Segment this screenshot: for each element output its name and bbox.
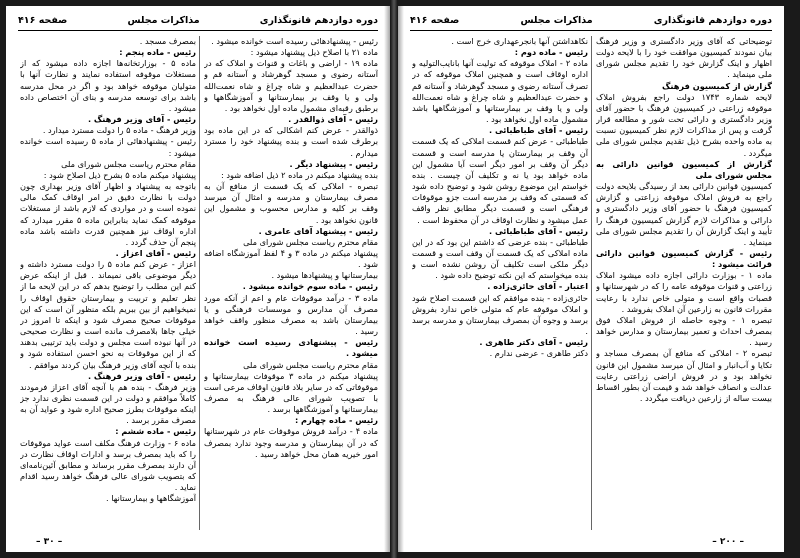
paragraph: گزارش از کمیسیون قوانین دارائی به مجلس شورای ملی bbox=[596, 158, 772, 180]
paragraph: رئیس - آقای طباطبائی . bbox=[489, 225, 588, 236]
paragraph: ماده ۱۹ - اراضی و باغات و قنوات و املاک که در آستانه رضوی و مسجد گوهرشاد و آستانه قم و حضرت عبدالعظیم و شاه چراغ و شاه نعمت‌الله ولی و یا وقف بر بیمارستانها و آموزشگاهها و برطبق رقبه‌ای مشمول ماده اول نخواهد بود . bbox=[204, 58, 378, 113]
paragraph: حائری‌زاده - بنده موافقم که این قسمت اصلاح شود و املاک موقوفه عام که متولی خاص ندارد بفروش برسد و وجوه آن بمصرف بیمارستان و مدرسه برسد . bbox=[412, 292, 588, 337]
paragraph: رئیس - پیشنهادی رسیده است خوانده میشود . bbox=[204, 337, 378, 359]
header-title: مذاکرات مجلس bbox=[520, 14, 593, 26]
paragraph: ماده ۳ - درآمد موقوفات عام و اعم از آنکه مورد مصرف آن مدارس و موسسات فرهنگی و یا بیمارستان باشد به مصرف منظور واقف خواهد رسید . bbox=[204, 292, 378, 337]
paragraph: تبصره ۲ - املاکی که منافع آن بمصرف مساجد و تکایا و آب‌انبار و امثال آن میرسد مشمول این قانون نخواهد بود و در فروش اراضی زراعتی رعایت عدالت و انصاف خواهد شد و قیمت آن بطور اقساط بیست ساله از زارعین دریافت میگردد . bbox=[596, 348, 772, 403]
paragraph: رئیس - ماده ششم : bbox=[115, 426, 196, 437]
text-column-right bbox=[204, 36, 378, 530]
paragraph: باتوجه به پیشنهاد و اظهار آقای وزیر بهداری چون دولت با نظارت دقیق در امر اوقاف کمک مالی نموده است و در مواردی که لازم باشد از مستغلات موقوفه کمک نماید بنابراین ماده ۵ مقرر میدارد که اداره اوقاف نیز همچنین قدرت داشته باشد ماده پنجم آن حذف گردد . bbox=[20, 181, 196, 247]
paragraph: ماده ۱ - بوزارت دارائی اجازه داده میشود املاک زراعتی و قنوات موقوفه عامه را که در شهرستانها و قصبات واقع است و متولی خاص ندارد با رعایت مقررات قانون به زارعین آن املاک بفروشد . bbox=[596, 270, 772, 314]
paragraph: رئیس - آقای طباطبائی . bbox=[489, 125, 588, 136]
paragraph: مقام محترم ریاست مجلس شورای ملی bbox=[61, 158, 196, 169]
paragraph: رئیس - آقای ذوالقدر . bbox=[288, 114, 378, 125]
header-rule bbox=[410, 30, 772, 31]
paragraph: پیشنهاد میکنم در ماده ۳ موقوفات بیمارستانها و موقوفاتی که در سایر بلاد قانون اوقاف مرعی است با تصویب شورای عالی فرهنگ به مصرف بیمارستانها و آموزشگاهها برسد . bbox=[204, 370, 378, 415]
header-page-number: صفحه ۴۱۶ bbox=[410, 14, 460, 26]
paragraph: نکاهداشتن آنها بانجرعهداری خرج است . bbox=[451, 36, 588, 46]
paragraph: ذوالقدر - عرض کنم اشکالی که در این ماده بود برطرف شده است و بنده پیشنهاد خود را مسترد میدارم . bbox=[204, 125, 378, 158]
paragraph: رئیس - ماده چهارم : bbox=[294, 415, 378, 426]
paragraph: رئیس - گزارش کمیسیون قوانین دارائی قرائت میشود : bbox=[596, 247, 772, 270]
paragraph: دکتر طاهری - عرضی ندارم . bbox=[489, 348, 588, 359]
header-session: دوره دوازدهم قانونگذاری bbox=[653, 14, 772, 26]
paragraph: اعزاز - عرض کنم ماده ۵ را دولت مسترد داشته و دیگر موضوعی باقی نمیماند . قبل از اینکه عرض کنم این مطلب را توضیح بدهم که در این لایحه ما از نظر تعلیم و تربیت و بیمارستان حقوق اوقاف را نمیخواهیم از بین ببریم بلکه منظور آن است که این موقوفات صحیح مصرف شود و اینکه تا امروز در خیلی جاها بلامصرف مانده است و نظارت صحیحی در آنها نبوده است مجلس و دولت باید ترتیبی بدهند که از این موقوفات به نحو احسن استفاده شود و بنده با آنچه آقای وزیر فرهنگ بیان کردند موافقم . bbox=[20, 259, 196, 370]
paragraph: وزیر فرهنگ - بنده هم با آنچه آقای اعزاز فرمودند کاملاً موافقم و دولت در این قسمت نظری ندارد جز اینکه موقوفات بطرز صحیح اداره شود و عواید آن به مصرف مقرر برسد . bbox=[20, 381, 196, 426]
page-header bbox=[18, 12, 378, 28]
paragraph: رئیس - ماده سوم خوانده میشود . bbox=[242, 281, 378, 292]
paragraph: رئیس - پیشنهاد دیگر . bbox=[289, 158, 378, 169]
paragraph: وزیر فرهنگ - ماده ۵ را دولت مسترد میدارد . bbox=[42, 125, 196, 136]
left-page bbox=[6, 6, 390, 552]
paragraph: ماده ۶ - وزارت فرهنگ مکلف است عواید موقوفات را که باید بمصرف برسد و ادارات اوقاف نظارت در آن دارند بمصرف مقرر برساند و مطابق آئین‌نامه‌ای که بتصویب شورای عالی فرهنگ خواهد رسید اقدام نماید . bbox=[20, 437, 196, 493]
text-column-left bbox=[412, 36, 588, 530]
paragraph: ماده ۲۱ با اصلاح ذیل پیشنهاد میشود : bbox=[250, 47, 378, 58]
column-divider bbox=[591, 36, 592, 530]
text-column-left bbox=[20, 36, 196, 530]
page-edge-shadow bbox=[398, 6, 404, 552]
paragraph: رئیس - آقای اعزاز . bbox=[115, 247, 196, 258]
book-gutter bbox=[390, 0, 398, 558]
paragraph: رئیس - پیشنهاد آقای عامری . bbox=[258, 225, 378, 236]
text-column-right bbox=[596, 36, 772, 530]
footer-page-number: – ۲۰۰ – bbox=[712, 537, 744, 547]
paragraph: گزارش از کمیسیون فرهنگ bbox=[662, 80, 772, 91]
header-title: مذاکرات مجلس bbox=[127, 14, 200, 26]
paragraph: مقام محترم ریاست مجلس شورای ملی bbox=[243, 359, 378, 370]
paragraph: تبصره ۱ - وجوه حاصله از فروش املاک فوق بمصرف احداث و تعمیر بیمارستان و مدارس خواهد رسید . bbox=[596, 314, 772, 348]
header-rule bbox=[18, 30, 378, 31]
paragraph: بنده پیشنهاد میکنم در ماده ۲ ذیل اضافه شود : bbox=[221, 169, 378, 180]
column-divider bbox=[199, 36, 200, 530]
paragraph: تبصره - املاکی که یک قسمت از منافع آن به مصرف بیمارستان و مدرسه و امثال آن میرسد وقف بر کلیه و مدارس محسوب و مشمول این قانون نخواهد بود . bbox=[204, 181, 378, 225]
paragraph: بمصرف مسجد . bbox=[139, 36, 196, 46]
paragraph: توضیحاتی که آقای وزیر دادگستری و وزیر فرهنگ بیان نمودند کمیسیون موافقت خود را با لایحه دولت اظهار و اینک گزارش خود را تقدیم مجلس شورای ملی مینماید . bbox=[596, 36, 772, 80]
paragraph: مقام محترم ریاست مجلس شورای ملی bbox=[243, 236, 378, 247]
paragraph: بیمارستانها و پیشنهادها میشود . bbox=[271, 270, 378, 281]
paragraph: پیشنهاد میکنم ماده ۵ بشرح ذیل اصلاح شود : bbox=[43, 169, 196, 180]
paragraph: رئیس - ماده دوم : bbox=[514, 47, 588, 58]
page-header bbox=[410, 12, 772, 28]
paragraph: کمیسیون قوانین دارائی بعد از رسیدگی بلایحه دولت راجع به فروش املاک موقوفه زراعتی و گزارش کمیسیون فرهنگ با حضور آقای وزیر دادگستری و دارائی و مذاکرات لازم گزارش کمیسیون فرهنگ را تأیید و اینک گزارش آن را تقدیم مجلس شورای ملی مینماید . bbox=[596, 181, 772, 247]
paragraph: رئیس - ماده پنجم : bbox=[119, 47, 196, 58]
paragraph: ماده ۲ - املاک موقوفه که تولیت آنها بانایب‌التولیه و اداره اوقاف است و همچنین املاک موقوفه که در تصرف آستانه رضوی و مسجد گوهرشاد و آستانه قم و حضرت عبدالعظیم و شاه چراغ و شاه نعمت‌الله ولی و یا وقف بر بیمارستانها و آموزشگاهها باشد مشمول ماده اول نخواهد بود . bbox=[412, 58, 588, 125]
paragraph: رئیس - پیشنهادهائی رسیده است خوانده میشود . bbox=[211, 36, 378, 46]
paragraph: پیشنهاد میکنم در ماده ۳ و ۴ لفظ آموزشگاه اضافه شود . bbox=[204, 247, 378, 270]
header-session: دوره دوازدهم قانونگذاری bbox=[259, 14, 378, 26]
paragraph: رئیس - آقای وزیر فرهنگ . bbox=[87, 370, 196, 381]
paragraph: رئیس - آقای وزیر فرهنگ . bbox=[87, 114, 196, 125]
paragraph: لایحه شماره ۱۷۴۳ دولت راجع بفروش املاک موقوفه زراعتی در کمیسیون فرهنگ با حضور آقای وزیر دادگستری و دارائی تحت شور و مطالعه قرار گرفت و پس از مذاکرات لازم نظر کمیسیون نسبت به ماده واحده بشرح ذیل تقدیم مجلس شورای ملی میگردد . bbox=[596, 91, 772, 158]
paragraph: ماده ۴ - درآمد فروش موقوفات عام در شهرستانها که در آن بیمارستان و مدرسه وجود ندارد بمصرف امور خیریه همان محل خواهد رسید . bbox=[204, 426, 378, 459]
paragraph: اعتبار - آقای حائری‌زاده . bbox=[487, 281, 588, 292]
paragraph: رئیس - آقای دکتر طاهری . bbox=[479, 337, 588, 348]
header-page-number: صفحه ۴۱۶ bbox=[18, 14, 68, 26]
footer-page-number: – ۳۰ – bbox=[36, 537, 63, 547]
paragraph: ماده ۵ - بوزارتخانه‌ها اجازه داده میشود که از مستغلات موقوفه استفاده نمایند و نظارت آنها با متولیان موقوفه خواهد بود و اگر در محل مدرسه باشد برای توسعه مدرسه و بنای آن اختصاص داده میشود . bbox=[20, 58, 196, 113]
paragraph: طباطبائی - عرض کنم قسمت املاکی که یک قسمت آن وقف بر بیمارستان یا مدرسه است و قسمت دیگر آن وقف بر امور دیگر است آیا مشمول این ماده خواهد بود یا نه و تکلیف آن چیست . بنده خواستم این موضوع روشن شود و توضیح داده شود که قسمتی که وقف بر مدرسه است جزو موقوفات فرهنگی است و قسمت دیگر مطابق نظر واقف عمل میشود و نظارت اوقاف در آن محفوظ است . bbox=[412, 136, 588, 225]
right-page bbox=[398, 6, 784, 552]
paragraph: رئیس - پیشنهادهائی از ماده ۵ رسیده است خوانده میشود : bbox=[20, 136, 196, 158]
paragraph: طباطبائی - بنده عرضی که داشتم این بود که در این ماده املاکی که یک قسمت آن وقف است و قسمت دیگر ملکی است تکلیف آن روشن نشده است و بنده میخواستم که این نکته توضیح داده شود . bbox=[412, 236, 588, 281]
paragraph: آموزشگاهها و بیمارستانها . bbox=[106, 493, 196, 504]
